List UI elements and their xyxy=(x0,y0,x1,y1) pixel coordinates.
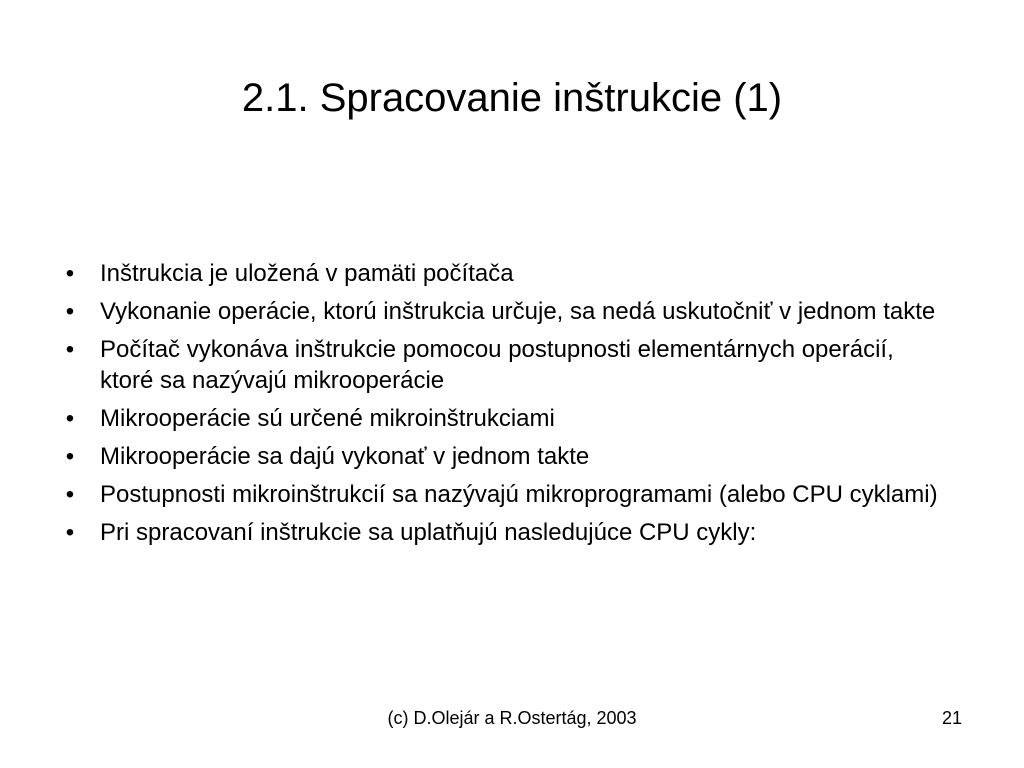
bullet-item xyxy=(60,296,940,327)
bullet-icon: • xyxy=(65,260,75,287)
bullet-icon: • xyxy=(65,481,75,508)
bullet-item xyxy=(60,258,940,289)
bullet-text: Mikrooperácie sa dajú vykonať v jednom takte xyxy=(100,443,590,470)
bullet-list xyxy=(60,258,940,555)
footer-credit: (c) D.Olejár a R.Ostertág, 2003 xyxy=(387,708,637,728)
page-number: 21 xyxy=(941,708,962,728)
bullet-text: Mikrooperácie sú určené mikroinštrukciami xyxy=(100,405,555,432)
bullet-text: Vykonanie operácie, ktorú inštrukcia určuje, sa nedá uskutočniť v jednom takte xyxy=(100,298,936,325)
bullet-item xyxy=(60,479,940,510)
bullet-icon: • xyxy=(65,298,75,325)
bullet-item xyxy=(60,441,940,472)
bullet-icon: • xyxy=(65,405,75,432)
bullet-text: Počítač vykonáva inštrukcie pomocou postupnosti elementárnych operácií, ktoré sa nazývajú mikrooperácie xyxy=(100,336,894,394)
bullet-text: Pri spracovaní inštrukcie sa uplatňujú nasledujúce CPU cykly: xyxy=(100,519,757,546)
bullet-item xyxy=(60,403,940,434)
bullet-item xyxy=(60,334,940,396)
slide-title: 2.1. Spracovanie inštrukcie (1) xyxy=(241,76,783,120)
bullet-text: Inštrukcia je uložená v pamäti počítača xyxy=(100,260,514,287)
bullet-icon: • xyxy=(65,519,75,546)
bullet-icon: • xyxy=(65,443,75,470)
bullet-item xyxy=(60,517,940,548)
bullet-icon: • xyxy=(65,336,75,363)
bullet-text: Postupnosti mikroinštrukcií sa nazývajú mikroprogramami (alebo CPU cyklami) xyxy=(100,481,938,508)
